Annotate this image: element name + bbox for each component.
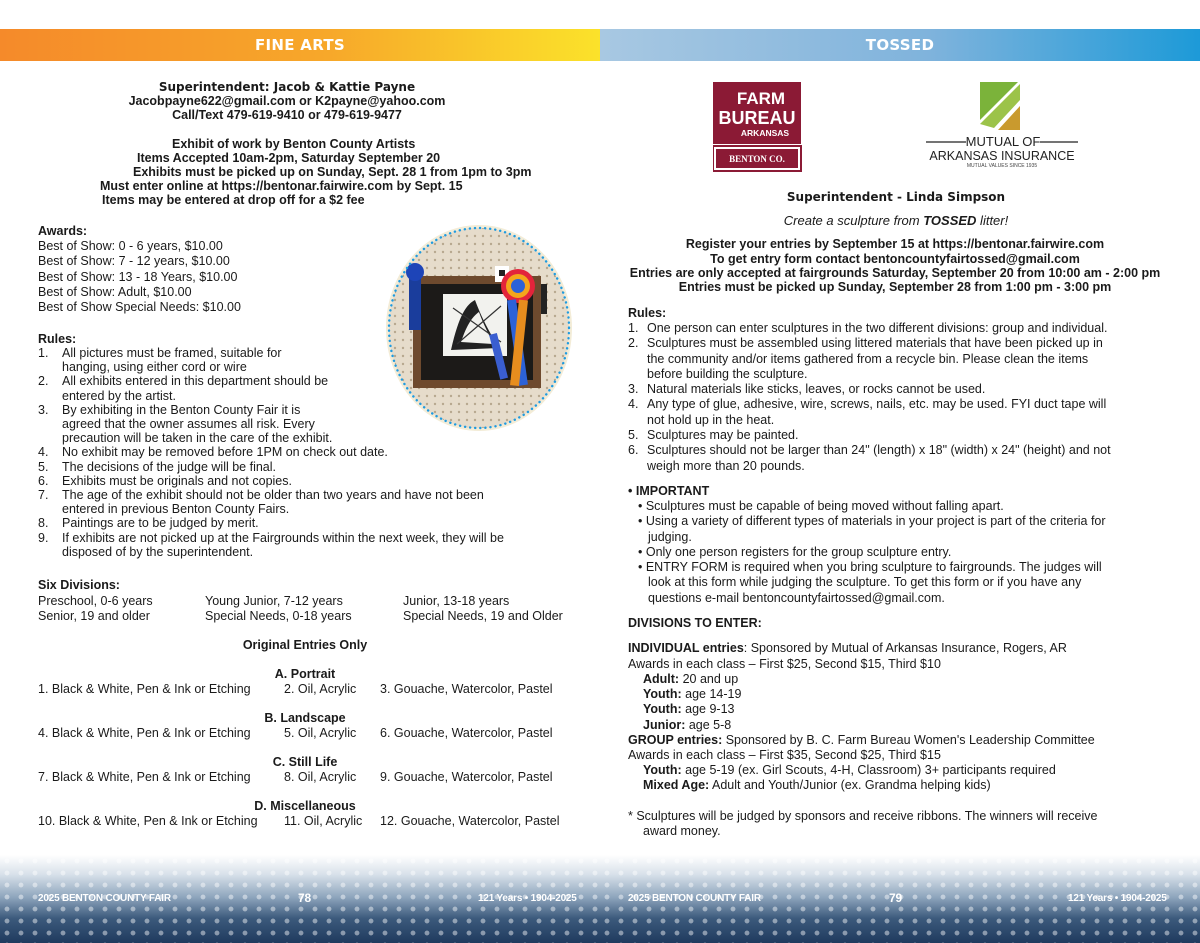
section-title: C. Still Life bbox=[272, 755, 338, 769]
intro-line: Items may be entered at drop off for a $2 fee bbox=[102, 193, 365, 207]
mutual-of-arkansas-logo bbox=[922, 80, 1082, 170]
info-line: To get entry form contact bentoncountyfairtossed@gmail.com bbox=[710, 252, 1080, 266]
svg-text:BENTON CO.: BENTON CO. bbox=[729, 154, 785, 164]
rule-item: 3. Natural materials like sticks, leaves, or rocks cannot be used. bbox=[628, 382, 986, 397]
svg-text:ARKANSAS INSURANCE: ARKANSAS INSURANCE bbox=[929, 149, 1075, 163]
svg-text:FARM: FARM bbox=[736, 89, 786, 108]
rule-item: 9. If exhibits are not picked up at the Fairgrounds within the next week, they will be disposed of by the superintendent. bbox=[38, 530, 504, 559]
footer-page-number: 78 bbox=[298, 891, 311, 905]
individual-class: Youth: age 9-13 bbox=[643, 702, 735, 716]
group-entries-line: GROUP entries: Sponsored by B. C. Farm Bureau Women's Leadership Committee bbox=[628, 733, 1095, 747]
rules-title: Rules: bbox=[38, 332, 77, 346]
judging-note: * Sculptures will be judged by sponsors and receive ribbons. The winners will receive award money. bbox=[628, 809, 1098, 839]
divisions-to-enter-title: DIVISIONS TO ENTER: bbox=[628, 616, 762, 630]
rule-item: 5. The decisions of the judge will be final. bbox=[38, 459, 277, 474]
info-line: Entries are only accepted at fairgrounds Saturday, September 20 from 10:00 am - 2:00 pm bbox=[629, 266, 1161, 280]
class-item: 12. Gouache, Watercolor, Pastel bbox=[380, 814, 560, 828]
class-item: 8. Oil, Acrylic bbox=[284, 770, 357, 784]
svg-text:MUTUAL OF: MUTUAL OF bbox=[965, 134, 1041, 149]
intro-line: Exhibits must be picked up on Sunday, Sept. 28 1 from 1pm to 3pm bbox=[133, 165, 532, 179]
intro-line: Exhibit of work by Benton County Artists bbox=[172, 137, 416, 151]
rule-item: 2. Sculptures must be assembled using littered materials that have been picked up in the community and/or items gathered from a recycle bin. Please clean the items before building the sculpture. bbox=[628, 336, 1103, 381]
award-item: Best of Show: 0 - 6 years, $10.00 bbox=[38, 239, 223, 253]
tossed-superintendent: Superintendent - Linda Simpson bbox=[786, 190, 1006, 204]
division-item: Preschool, 0-6 years bbox=[38, 594, 153, 608]
rule-item: 8. Paintings are to be judged by merit. bbox=[38, 516, 259, 531]
individual-awards: Awards in each class – First $25, Second $15, Third $10 bbox=[628, 657, 941, 671]
rule-item: 1. One person can enter sculptures in the two different divisions: group and individual. bbox=[628, 321, 1108, 335]
svg-text:MUTUAL VALUES SINCE 1935: MUTUAL VALUES SINCE 1935 bbox=[966, 163, 1038, 169]
individual-class: Adult: 20 and up bbox=[643, 672, 739, 686]
tossed-banner: TOSSED bbox=[600, 29, 1200, 61]
division-item: Special Needs, 0-18 years bbox=[205, 609, 352, 623]
important-item: • Only one person registers for the group sculpture entry. bbox=[638, 544, 952, 559]
farm-bureau-logo bbox=[713, 82, 805, 172]
tossed-tagline: Create a sculpture from TOSSED litter! bbox=[783, 213, 1009, 228]
class-item: 5. Oil, Acrylic bbox=[284, 726, 357, 740]
award-item: Best of Show: 7 - 12 years, $10.00 bbox=[38, 254, 230, 268]
page-footer bbox=[0, 855, 600, 943]
division-item: Senior, 19 and older bbox=[38, 609, 150, 623]
award-item: Best of Show: Adult, $10.00 bbox=[38, 285, 192, 299]
important-item: • ENTRY FORM is required when you bring sculpture to fairgrounds. The judges will look at this form while judging the sculpture. To get this form or if you have any questions e-mail bentoncountyfairtossed@gmail.com. bbox=[638, 560, 1102, 605]
division-item: Young Junior, 7-12 years bbox=[205, 594, 343, 608]
section-title: B. Landscape bbox=[264, 711, 346, 725]
class-item: 2. Oil, Acrylic bbox=[284, 682, 357, 696]
rule-item: 1. All pictures must be framed, suitable for hanging, using either cord or wire bbox=[38, 346, 282, 375]
page-footer bbox=[600, 855, 1200, 943]
footer-fair-name: 2025 BENTON COUNTY FAIR bbox=[628, 893, 761, 904]
awards-title: Awards: bbox=[38, 224, 88, 238]
superintendent-heading: Superintendent: Jacob & Kattie Payne bbox=[158, 80, 416, 94]
division-item: Special Needs, 19 and Older bbox=[403, 609, 563, 623]
rule-item: 7. The age of the exhibit should not be older than two years and have not been entered in previous Benton County Fairs. bbox=[38, 488, 484, 517]
important-item: • Using a variety of different types of materials in your project is part of the criteria for judging. bbox=[638, 514, 1106, 544]
section-title: D. Miscellaneous bbox=[254, 799, 356, 813]
rule-item: 5. Sculptures may be painted. bbox=[628, 428, 799, 443]
rule-item: 2. All exhibits entered in this department should be entered by the artist. bbox=[38, 374, 329, 403]
class-item: 10. Black & White, Pen & Ink or Etching bbox=[38, 814, 258, 828]
fine-arts-banner: FINE ARTS bbox=[0, 29, 600, 61]
svg-text:BUREAU: BUREAU bbox=[718, 108, 796, 128]
award-item: Best of Show Special Needs: $10.00 bbox=[38, 300, 241, 314]
tossed-rules-list bbox=[628, 321, 1111, 474]
svg-text:ARKANSAS: ARKANSAS bbox=[740, 128, 790, 138]
class-item: 1. Black & White, Pen & Ink or Etching bbox=[38, 682, 251, 696]
rule-item: 6. Exhibits must be originals and not copies. bbox=[38, 473, 292, 488]
class-item: 11. Oil, Acrylic bbox=[284, 814, 363, 828]
footer-page-number: 79 bbox=[889, 891, 902, 905]
divisions-title: Six Divisions: bbox=[38, 578, 120, 592]
class-item: 6. Gouache, Watercolor, Pastel bbox=[380, 726, 553, 740]
individual-class: Youth: age 14-19 bbox=[643, 687, 742, 701]
rule-item: 3. By exhibiting in the Benton County Fair it is agreed that the owner assumes all risk. Every precaution will be taken in the care of the exhibit. bbox=[38, 402, 333, 446]
tossed-rules-title: Rules: bbox=[628, 306, 667, 320]
contact-phone: Call/Text 479-619-9410 or 479-619-9477 bbox=[172, 108, 402, 122]
important-list bbox=[630, 499, 1106, 606]
footer-years: 121 Years • 1904-2025 bbox=[478, 893, 577, 904]
important-title: • IMPORTANT bbox=[628, 484, 710, 498]
footer-fair-name: 2025 BENTON COUNTY FAIR bbox=[38, 893, 171, 904]
rule-item: 6. Sculptures should not be larger than 24" (length) x 18" (width) x 24" (height) and not weigh more than 20 pounds. bbox=[628, 443, 1111, 473]
contact-emails: Jacobpayne622@gmail.com or K2payne@yahoo.com bbox=[128, 94, 446, 108]
intro-line: Must enter online at https://bentonar.fairwire.com by Sept. 15 bbox=[100, 179, 463, 193]
info-line: Entries must be picked up Sunday, September 28 from 1:00 pm - 3:00 pm bbox=[678, 280, 1112, 294]
rule-item: 4. No exhibit may be removed before 1PM on check out date. bbox=[38, 445, 388, 460]
footer-years: 121 Years • 1904-2025 bbox=[1068, 893, 1167, 904]
intro-line: Items Accepted 10am-2pm, Saturday September 20 bbox=[137, 151, 441, 165]
class-item: 4. Black & White, Pen & Ink or Etching bbox=[38, 726, 251, 740]
group-class: Youth: age 5-19 (ex. Girl Scouts, 4-H, Classroom) 3+ participants required bbox=[643, 763, 1056, 777]
division-item: Junior, 13-18 years bbox=[403, 594, 510, 608]
award-item: Best of Show: 13 - 18 Years, $10.00 bbox=[38, 270, 238, 284]
class-item: 3. Gouache, Watercolor, Pastel bbox=[380, 682, 553, 696]
individual-entries-line: INDIVIDUAL entries: Sponsored by Mutual of Arkansas Insurance, Rogers, AR bbox=[628, 641, 1067, 655]
important-item: • Sculptures must be capable of being moved without falling apart. bbox=[638, 499, 1004, 513]
individual-class: Junior: age 5-8 bbox=[643, 718, 732, 732]
section-title: A. Portrait bbox=[274, 667, 336, 681]
class-item: 9. Gouache, Watercolor, Pastel bbox=[380, 770, 553, 784]
framed-artwork-photo bbox=[383, 224, 575, 432]
group-awards: Awards in each class – First $35, Second $25, Third $15 bbox=[628, 748, 941, 762]
info-line: Register your entries by September 15 at https://bentonar.fairwire.com bbox=[685, 237, 1105, 251]
rule-item: 4. Any type of glue, adhesive, wire, screws, nails, etc. may be used. FYI duct tape will not hold up in the heat. bbox=[628, 397, 1107, 427]
class-item: 7. Black & White, Pen & Ink or Etching bbox=[38, 770, 251, 784]
original-entries-heading: Original Entries Only bbox=[242, 638, 368, 652]
group-class: Mixed Age: Adult and Youth/Junior (ex. Grandma helping kids) bbox=[643, 778, 991, 792]
